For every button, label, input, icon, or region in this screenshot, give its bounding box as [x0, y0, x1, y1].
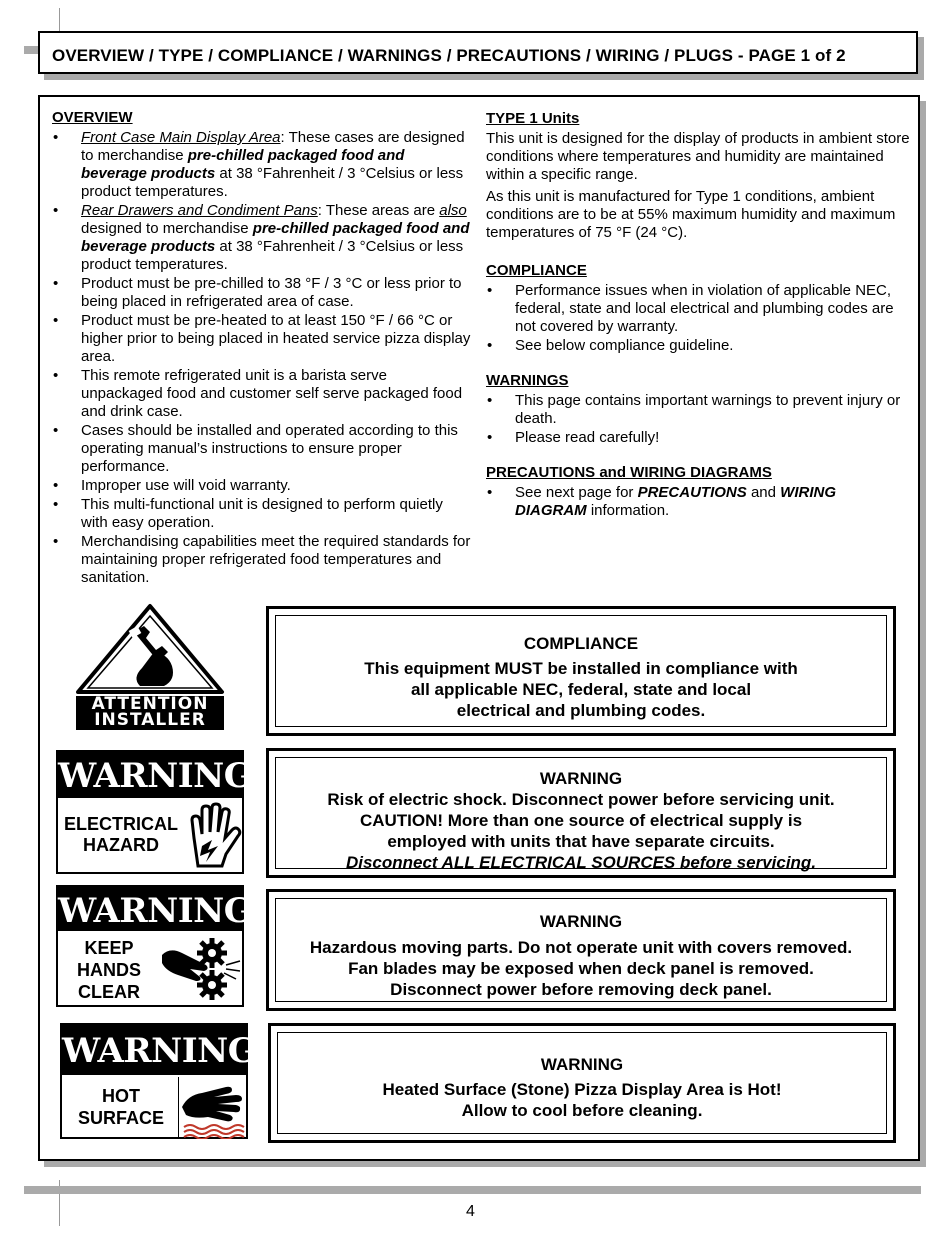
- wrench-hand-icon: [72, 602, 228, 696]
- list-item: • See next page for PRECAUTIONS and WIRING DIAGRAM information.: [486, 484, 911, 520]
- warning-header: WARNING: [62, 1025, 246, 1075]
- attention-installer-sign: [72, 602, 228, 732]
- overview-item-rear-drawers: • Rear Drawers and Condiment Pans: These areas are also designed to merchandise pre-chilled packaged food and beverage products at 38 °Fahrenheit / 3 °Celsius or less product temperatures.: [52, 202, 472, 274]
- hot-surface-hand-icon: [180, 1079, 246, 1139]
- list-item: • Improper use will void warranty.: [52, 477, 472, 495]
- keep-hands-clear-label: KEEP HANDS CLEAR: [76, 938, 141, 1002]
- hot-surface-sign: [60, 1023, 257, 1139]
- list-item: • Merchandising capabilities meet the required standards for maintaining proper refrigerated food temperatures and sanitation.: [52, 533, 472, 587]
- electrical-hazard-sign: [56, 750, 253, 874]
- warning-header: WARNING: [58, 887, 242, 931]
- warnings-list: [486, 392, 911, 447]
- gears-hand-icon: [160, 935, 242, 1005]
- warning-header: WARNING: [58, 752, 242, 798]
- compliance-sign-title: COMPLIANCE: [523, 634, 639, 653]
- list-item: • Cases should be installed and operated according to this operating manual’s instructions to ensure proper performance.: [52, 422, 472, 476]
- list-item: • Product must be pre-chilled to 38 °F / 3 °C or less prior to being placed in refrigerated area of case.: [52, 275, 472, 311]
- list-item: • This remote refrigerated unit is a barista serve unpackaged food and customer self serve packaged food and drink case.: [52, 367, 472, 421]
- list-item: • This page contains important warnings to prevent injury or death.: [486, 392, 911, 428]
- precautions-heading: PRECAUTIONS and WIRING DIAGRAMS: [486, 464, 772, 481]
- compliance-heading: COMPLIANCE: [486, 262, 587, 279]
- warning-sign-title: WARNING: [539, 912, 623, 931]
- overview-item-front-case: • Front Case Main Display Area: These cases are designed to merchandise pre-chilled packaged food and beverage products at 38 °Fahrenheit / 3 °Celsius or less product temperatures.: [52, 129, 472, 201]
- type1-paragraph-2: As this unit is manufactured for Type 1 conditions, ambient conditions are to be at 55% maximum humidity and maximum temperatures of 75 °F (24 °C).: [486, 188, 896, 241]
- list-item: • Performance issues when in violation of applicable NEC, federal, state and local electrical and plumbing codes are not covered by warranty.: [486, 282, 911, 336]
- overview-list: [52, 129, 472, 587]
- page-title: OVERVIEW / TYPE / COMPLIANCE / WARNINGS / PRECAUTIONS / WIRING / PLUGS - PAGE 1 of 2: [52, 46, 846, 65]
- page-number: 4: [466, 1203, 475, 1220]
- footer-stripe: [24, 1186, 921, 1194]
- list-item: • See below compliance guideline.: [486, 337, 911, 355]
- hot-surface-label: HOT SURFACE: [77, 1086, 164, 1128]
- list-item: • Please read carefully!: [486, 429, 911, 447]
- compliance-list: [486, 282, 911, 355]
- type1-paragraph-1: This unit is designed for the display of products in ambient store conditions where temperatures and humidity are maintained within a specific range.: [486, 130, 910, 183]
- attention-installer-label: ATTENTION INSTALLER: [76, 696, 224, 730]
- moving-parts-warning-sign: WARNING Hazardous moving parts. Do not operate unit with covers removed. Fan blades may be exposed when deck panel is removed. Disconnect power before removing deck panel.: [266, 889, 896, 1011]
- electric-shock-hand-icon: [182, 802, 242, 872]
- electric-shock-warning-sign: WARNING Risk of electric shock. Disconnect power before servicing unit. CAUTION! More than one source of electrical supply is employed with units that have separate circuits. Disconnect ALL ELECTRICAL SOURCES before servicing.: [266, 748, 896, 878]
- header-box: [38, 31, 918, 74]
- list-item: • Product must be pre-heated to at least 150 °F / 66 °C or higher prior to being placed in heated service pizza display area.: [52, 312, 472, 366]
- warnings-heading: WARNINGS: [486, 372, 569, 389]
- type1-heading: TYPE 1 Units: [486, 110, 580, 127]
- hot-surface-warning-sign: WARNING Heated Surface (Stone) Pizza Display Area is Hot! Allow to cool before cleaning.: [268, 1023, 896, 1143]
- overview-section: [52, 109, 472, 588]
- precautions-list: [486, 484, 911, 520]
- list-item: • This multi-functional unit is designed to perform quietly with easy operation.: [52, 496, 472, 532]
- keep-hands-clear-sign: [56, 885, 253, 1007]
- warning-sign-title: WARNING: [539, 769, 623, 788]
- electrical-hazard-label: ELECTRICAL HAZARD: [64, 814, 178, 855]
- warning-sign-title: WARNING: [540, 1055, 624, 1074]
- compliance-sign: COMPLIANCE This equipment MUST be installed in compliance with all applicable NEC, federal, state and local electrical and plumbing codes.: [266, 606, 896, 736]
- right-column: [486, 110, 911, 521]
- overview-heading: OVERVIEW: [52, 109, 133, 126]
